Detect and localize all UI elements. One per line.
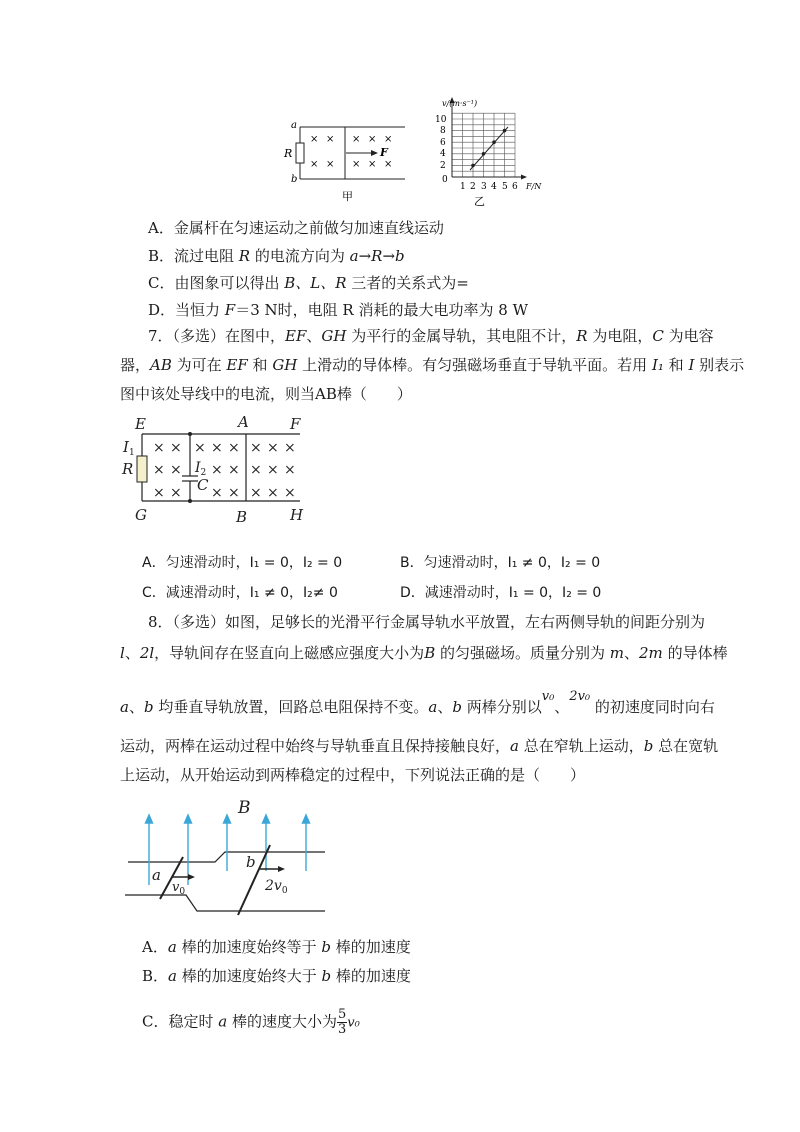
y-tick: 2 <box>440 161 446 171</box>
field-cross: × <box>267 485 279 501</box>
q6-option-A: A．金属杆在匀速运动之前做匀加速直线运动 <box>148 219 444 237</box>
field-cross: × <box>284 440 296 456</box>
field-cross: × <box>228 462 240 478</box>
q8-option-B: B．a 棒的加速度始终大于 b 棒的加速度 <box>142 967 411 985</box>
field-cross: × <box>153 462 165 478</box>
label-rod-b: b <box>246 853 256 871</box>
q7-stem-line2: 器，AB 为可在 EF 和 GH 上滑动的导体棒。有匀强磁场垂直于导轨平面。若用 I₁ 和 I 别表示 <box>120 356 745 374</box>
field-cross: × <box>228 485 240 501</box>
caption-jia: 甲 <box>342 190 353 203</box>
q8-stem-line5: 上运动，从开始运动到两棒稳定的过程中，下列说法正确的是（ ） <box>120 766 586 784</box>
y-tick: 6 <box>440 138 446 148</box>
field-cross: × <box>368 159 377 170</box>
label-C: C <box>197 476 209 494</box>
field-cross: × <box>310 159 319 170</box>
q6-option-D: D．当恒力 F＝3 N时，电阻 R 消耗的最大电功率为 8 W <box>148 301 528 319</box>
label-F: F <box>290 415 301 433</box>
label-A: A <box>238 413 249 431</box>
q8-rails-figure <box>120 795 335 920</box>
label-I2: $I_2$ <box>195 460 207 478</box>
q8-option-C: C．稳定时 a 棒的速度大小为 $\frac{5}{3}$ v₀ <box>142 1007 360 1037</box>
field-cross: × <box>170 462 182 478</box>
field-cross: × <box>326 134 335 145</box>
q8-option-A: A．a 棒的加速度始终等于 b 棒的加速度 <box>142 938 411 956</box>
q8-stem-line3: a、b 均垂直导轨放置，回路总电阻保持不变。a、b 两棒分别以v₀、2v₀ 的初速度同时向右 <box>120 689 715 716</box>
field-cross: × <box>284 462 296 478</box>
label-a: a <box>291 120 297 131</box>
field-cross: × <box>153 485 165 501</box>
field-cross: × <box>228 440 240 456</box>
field-cross: × <box>170 485 182 501</box>
field-cross: × <box>211 485 223 501</box>
x-tick: 1 <box>460 182 466 192</box>
label-2v0: $2v_0$ <box>265 878 288 896</box>
q7-option-D: D．减速滑动时，I₁ = 0，I₂ = 0 <box>400 585 602 601</box>
figure-jia <box>280 112 410 207</box>
q8-stem-line1: 8．（多选）如图，足够长的光滑平行金属导轨水平放置，左右两侧导轨的间距分别为 <box>148 613 706 631</box>
label-H: H <box>290 506 304 524</box>
x-tick: 3 <box>481 182 487 192</box>
field-cross: × <box>368 134 377 145</box>
x-tick: 5 <box>502 182 508 192</box>
x-tick: 6 <box>512 182 518 192</box>
label-rod-a: a <box>152 866 161 884</box>
label-B-field: B <box>238 798 251 818</box>
field-cross: × <box>211 462 223 478</box>
label-R: R <box>122 460 134 478</box>
field-cross: × <box>326 159 335 170</box>
label-B: B <box>236 508 248 526</box>
field-cross: × <box>170 440 182 456</box>
q6-option-C: C．由图象可以得出 B、L、R 三者的关系式为= <box>148 274 469 292</box>
field-cross: × <box>267 462 279 478</box>
y-tick: 4 <box>440 149 446 159</box>
label-E: E <box>135 415 146 433</box>
field-cross: × <box>384 159 393 170</box>
label-v0: $v_0$ <box>172 880 186 897</box>
x-axis-label: F/N <box>526 182 542 191</box>
field-cross: × <box>211 440 223 456</box>
q7-circuit-figure <box>115 412 315 527</box>
caption-yi: 乙 <box>474 195 485 208</box>
field-cross: × <box>250 440 262 456</box>
field-cross: × <box>384 134 393 145</box>
origin-label: 0 <box>442 175 448 185</box>
y-tick: 8 <box>440 126 446 136</box>
q6-option-B: B．流过电阻 R 的电流方向为 a→R→b <box>148 247 405 265</box>
field-cross: × <box>153 440 165 456</box>
label-b: b <box>291 174 298 185</box>
field-cross: × <box>250 462 262 478</box>
figure-yi <box>420 94 550 210</box>
field-cross: × <box>352 134 361 145</box>
field-cross: × <box>250 485 262 501</box>
q7-option-C: C．减速滑动时，I₁ ≠ 0，I₂≠ 0 <box>142 585 338 601</box>
x-tick: 4 <box>491 182 497 192</box>
label-I1: $I_1$ <box>123 438 135 458</box>
x-tick: 2 <box>470 182 476 192</box>
field-cross: × <box>267 440 279 456</box>
q8-stem-line2: l、2l，导轨间存在竖直向上磁感应强度大小为B 的匀强磁场。质量分别为 m、2m 的导体棒 <box>120 644 728 662</box>
field-cross: × <box>194 440 206 456</box>
field-cross: × <box>310 134 319 145</box>
q7-option-B: B．匀速滑动时，I₁ ≠ 0，I₂ = 0 <box>400 555 601 571</box>
q7-option-A: A．匀速滑动时，I₁ = 0，I₂ = 0 <box>142 555 343 571</box>
field-cross: × <box>352 159 361 170</box>
q7-stem-line3: 图中该处导线中的电流，则当AB棒（ ） <box>120 385 412 403</box>
y-tick: 10 <box>435 115 447 125</box>
fraction-five-thirds: $\frac{5}{3}$ <box>337 1007 347 1037</box>
y-axis-label: v/(m·s⁻¹) <box>442 99 478 108</box>
field-cross: × <box>284 485 296 501</box>
label-R: R <box>284 147 293 160</box>
q7-stem-line1: 7．（多选）在图中，EF、GH 为平行的金属导轨，其电阻不计，R 为电阻，C 为电容 <box>148 327 714 345</box>
q8-stem-line4: 运动，两棒在运动过程中始终与导轨垂直且保持接触良好，a 总在窄轨上运动，b 总在宽轨 <box>120 737 719 755</box>
label-G: G <box>135 506 147 524</box>
label-F: F <box>380 146 388 159</box>
